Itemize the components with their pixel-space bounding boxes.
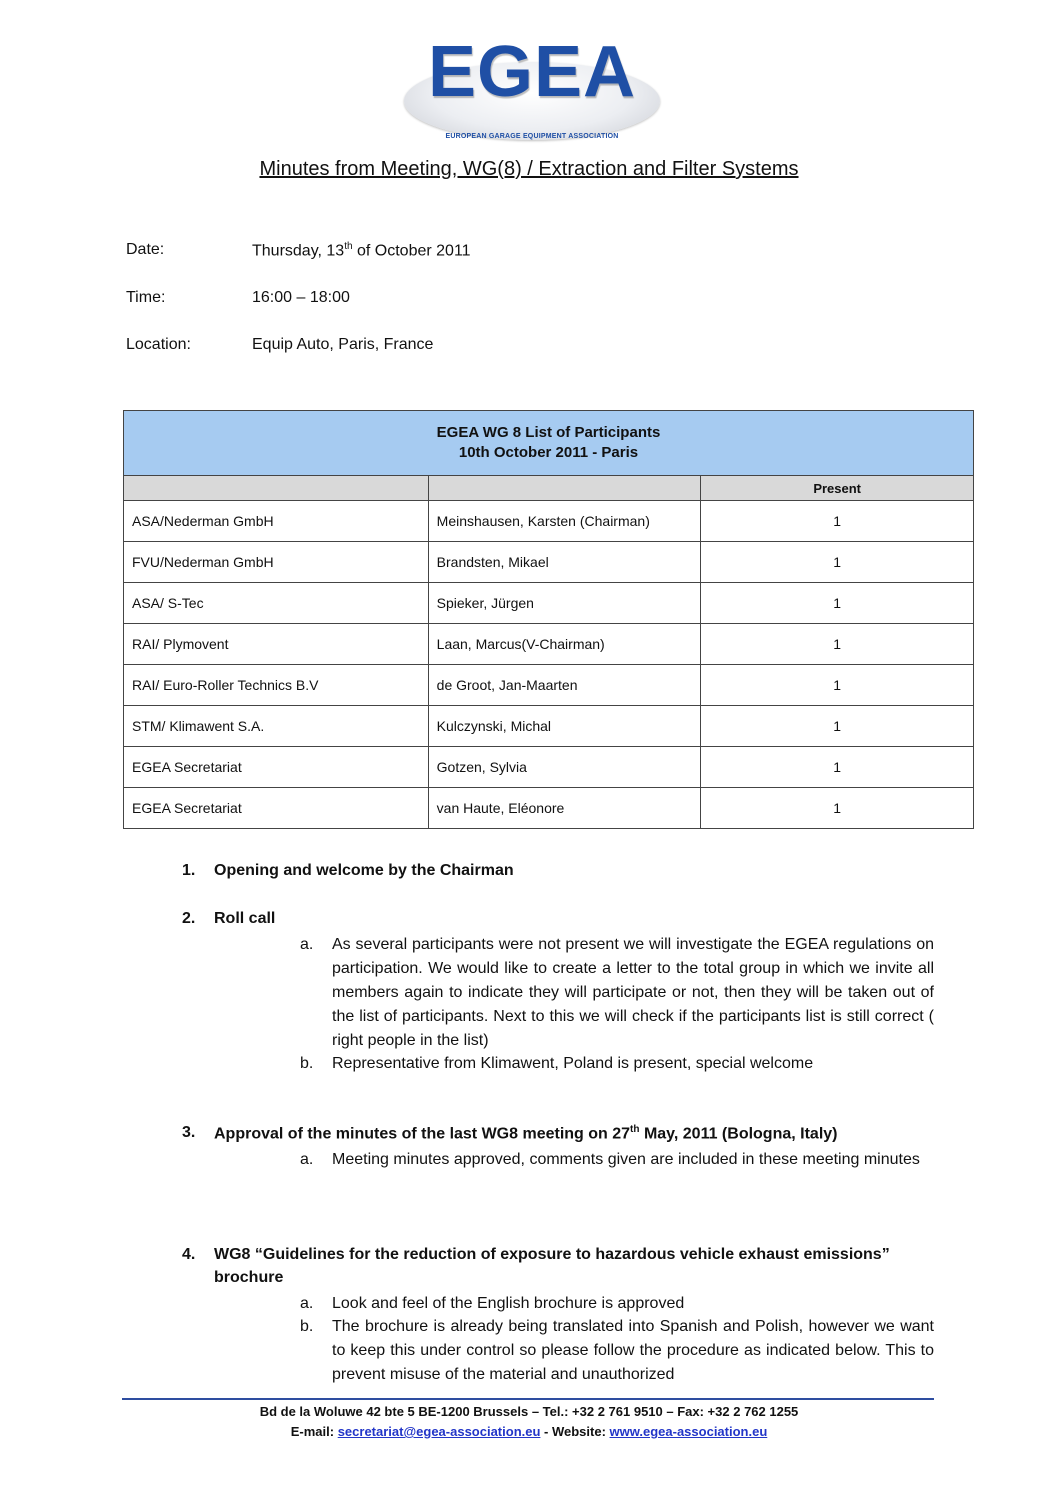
time-label: Time: [126,289,166,306]
table-subtitle: 10th October 2011 - Paris [458,444,639,461]
table-row [124,747,974,788]
list-text: Look and feel of the English brochure is approved [332,1295,685,1312]
agenda-heading-cont: brochure [214,1269,284,1286]
list-text: Meeting minutes approved, comments given are included in these meeting minutes [332,1151,920,1168]
footer-contact [0,1424,1058,1439]
org-cell: RAI/ Plymovent [124,624,429,665]
agenda-heading: Opening and welcome by the Chairman [214,862,514,879]
list-item [300,1052,934,1076]
list-marker: b. [300,1318,314,1335]
list-marker: b. [300,1055,314,1072]
header-org [124,476,429,501]
egea-logo [404,32,660,140]
table-row [124,706,974,747]
agenda-number: 3. [182,1124,196,1141]
agenda-heading: Roll call [214,910,276,927]
present-cell: 1 [701,501,974,542]
org-cell: FVU/Nederman GmbH [124,542,429,583]
agenda-heading: WG8 “Guidelines for the reduction of exposure to hazardous vehicle exhaust emissions” [214,1246,890,1263]
org-cell: ASA/Nederman GmbH [124,501,429,542]
agenda-heading: Approval of the minutes of the last WG8 meeting on 27th May, 2011 (Bologna, Italy) [214,1124,838,1143]
present-cell: 1 [701,583,974,624]
present-cell: 1 [701,747,974,788]
table-row [124,583,974,624]
org-cell: RAI/ Euro-Roller Technics B.V [124,665,429,706]
table-row [124,665,974,706]
list-text: The brochure is already being translated into Spanish and Polish, however we want to keep this under control so please follow the procedure as indicated below. This to prevent misuse of the material and unauthorized [332,1318,934,1383]
logo-word: EGEA [427,32,637,112]
date-value: Thursday, 13th of October 2011 [252,241,471,260]
table-title-cell [124,411,974,476]
name-cell: van Haute, Eléonore [428,788,701,829]
location-label: Location: [126,336,191,353]
website-link[interactable]: www.egea-association.eu [609,1424,768,1439]
list-marker: a. [300,936,314,953]
list-item [300,1148,934,1172]
footer-address: Bd de la Woluwe 42 bte 5 BE-1200 Brussels – Tel.: +32 2 761 9510 – Fax: +32 2 762 1255 [259,1404,799,1419]
name-cell: Gotzen, Sylvia [428,747,701,788]
header-name [428,476,701,501]
participants-table [123,410,974,829]
list-item [300,1315,934,1387]
list-text: As several participants were not present we will investigate the EGEA regulations on participation. We would like to create a letter to the total group in which we invite all members again to indicate they will participate or not, then they will be taken out of the list of participants. Next to this we will check if the participants list is still correct ( right people in the list) [332,936,934,1049]
agenda-number: 2. [182,910,196,927]
name-cell: Laan, Marcus(V-Chairman) [428,624,701,665]
present-cell: 1 [701,665,974,706]
list-item [300,933,934,1053]
website-label: - Website: [540,1424,610,1439]
table-row [124,542,974,583]
list-item [300,1292,934,1316]
page-title: Minutes from Meeting, WG(8) / Extraction and Filter Systems [259,158,799,180]
agenda-number: 4. [182,1246,196,1263]
name-cell: Spieker, Jürgen [428,583,701,624]
org-cell: EGEA Secretariat [124,788,429,829]
table-row [124,501,974,542]
org-cell: EGEA Secretariat [124,747,429,788]
footer-divider [122,1398,934,1400]
name-cell: Meinshausen, Karsten (Chairman) [428,501,701,542]
name-cell: Brandsten, Mikael [428,542,701,583]
table-header-row [124,476,974,501]
table-row [124,624,974,665]
email-label: E-mail: [290,1424,338,1439]
header-present: Present [701,476,974,501]
date-label: Date: [126,241,165,258]
table-title-row [124,411,974,476]
table-title: EGEA WG 8 List of Participants [436,424,661,441]
location-value: Equip Auto, Paris, France [252,336,434,353]
time-value: 16:00 – 18:00 [252,289,350,306]
present-cell: 1 [701,706,974,747]
logo-tagline: EUROPEAN GARAGE EQUIPMENT ASSOCIATION [445,133,619,140]
list-text: Representative from Klimawent, Poland is present, special welcome [332,1055,814,1072]
list-marker: a. [300,1295,314,1312]
present-cell: 1 [701,788,974,829]
org-cell: STM/ Klimawent S.A. [124,706,429,747]
name-cell: Kulczynski, Michal [428,706,701,747]
org-cell: ASA/ S-Tec [124,583,429,624]
present-cell: 1 [701,624,974,665]
list-marker: a. [300,1151,314,1168]
name-cell: de Groot, Jan-Maarten [428,665,701,706]
present-cell: 1 [701,542,974,583]
agenda-number: 1. [182,862,196,879]
email-link[interactable]: secretariat@egea-association.eu [337,1424,541,1439]
table-row [124,788,974,829]
